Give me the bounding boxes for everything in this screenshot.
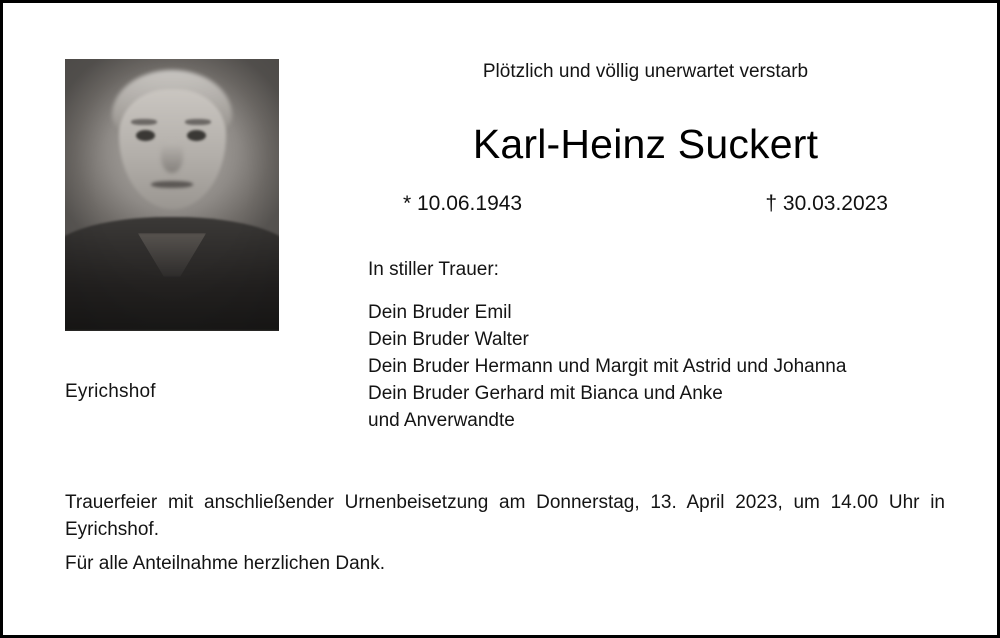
list-item: Dein Bruder Walter (368, 329, 529, 350)
deceased-name: Karl-Heinz Suckert (472, 121, 819, 167)
mourning-label: In stiller Trauer: (368, 259, 499, 280)
thanks-text: Für alle Anteilnahme herzlichen Dank. (65, 553, 386, 574)
list-item: Dein Bruder Hermann und Margit mit Astrid und Johanna (368, 356, 847, 377)
ceremony-text: Trauerfeier mit anschließender Urnenbeisetzung am Donnerstag, 13. April 2023, um 14.00 Uhr in Eyrichshof. (65, 492, 945, 540)
life-dates (368, 192, 923, 216)
list-item: Dein Bruder Emil (368, 302, 512, 323)
list-item: und Anverwandte (368, 410, 515, 431)
place-label: Eyrichshof (65, 381, 156, 402)
obituary-inner (3, 3, 997, 635)
portrait-image (65, 59, 279, 331)
mourners-list (368, 299, 846, 434)
list-item: Dein Bruder Gerhard mit Bianca und Anke (368, 383, 723, 404)
death-date: † 30.03.2023 (765, 192, 888, 215)
portrait-photo (65, 59, 279, 331)
birth-date: * 10.06.1943 (403, 192, 523, 215)
lead-text: Plötzlich und völlig unerwartet verstarb (482, 61, 809, 82)
portrait-vignette (65, 59, 279, 331)
